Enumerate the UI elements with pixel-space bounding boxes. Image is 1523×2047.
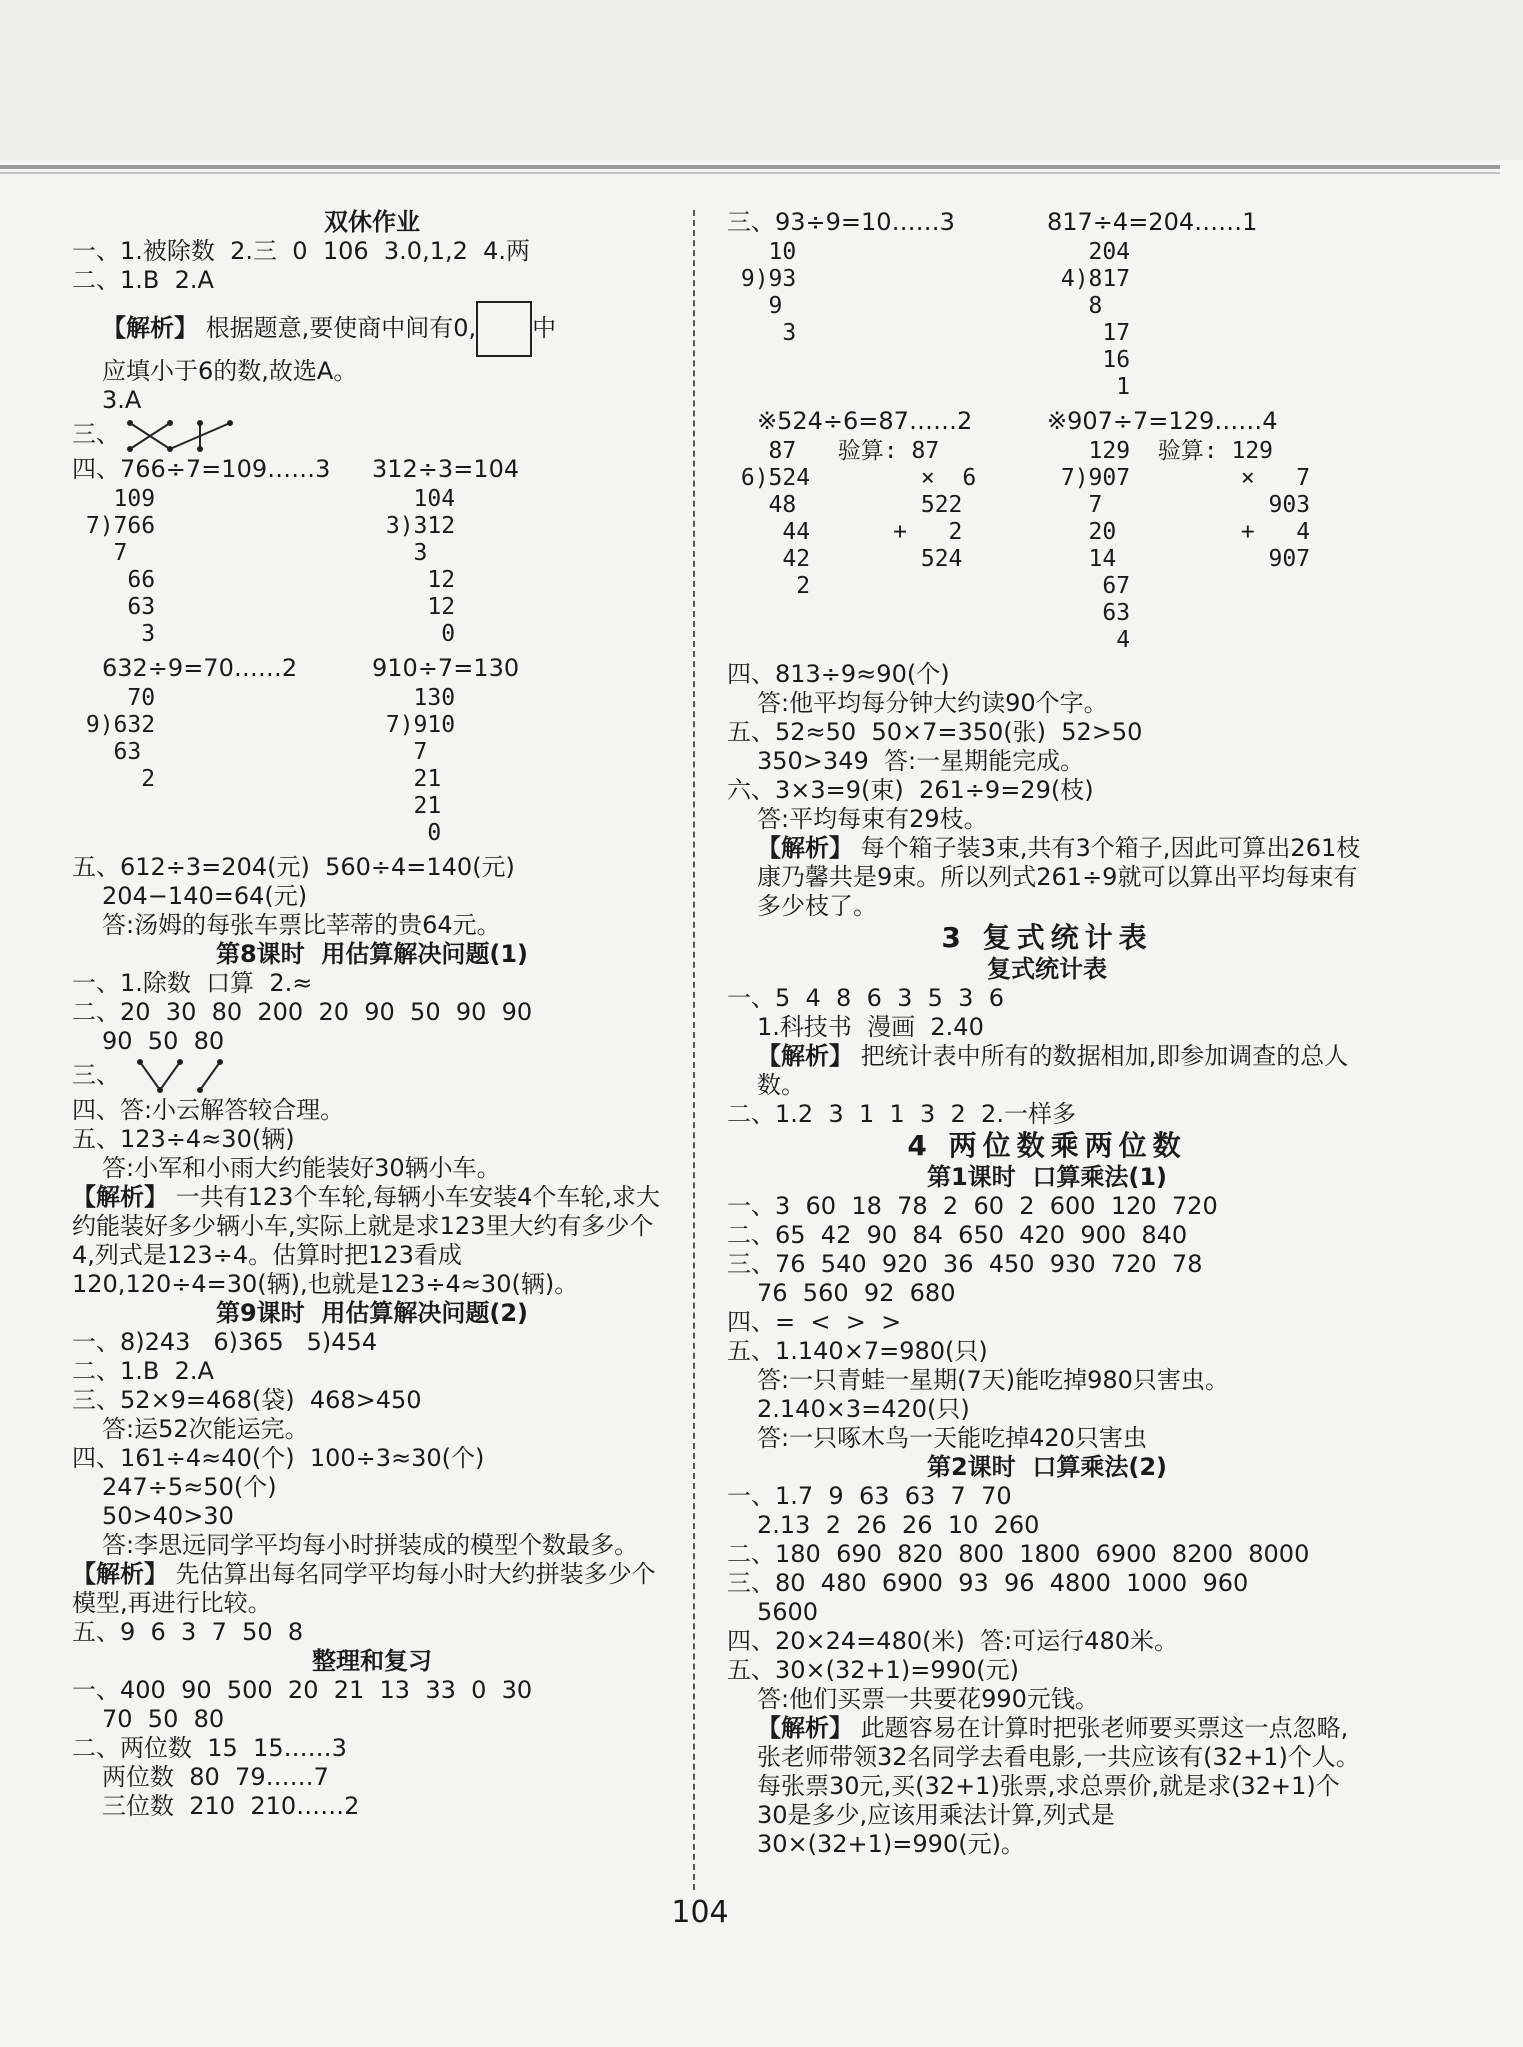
answer-line: 答:运52次能运完。 [102,1415,309,1443]
answer-line: 三、76 540 920 36 450 930 720 78 [727,1250,1203,1278]
answer-line: 答:李思远同学平均每小时拼装成的模型个数最多。 [102,1531,639,1559]
answer-line: 90 50 80 [102,1027,225,1055]
long-division-check: 87 验算: 87 6)524 × 6 48 522 44 + 2 42 524 2 [740,438,977,599]
answer-line: 一、5 4 8 6 3 5 3 6 [727,984,1004,1012]
answer-line: 2.13 2 26 26 10 260 [757,1511,1040,1539]
answer-line: 二、1.B 2.A [72,266,214,294]
answer-label: 三、 [72,1061,120,1089]
long-division: 104 3)312 3 12 12 0 [385,486,456,647]
lesson-heading: 第1课时 口算乘法(1) [926,1163,1168,1191]
section-heading: 整理和复习 [312,1647,432,1675]
answer-line: 二、20 30 80 200 20 90 50 90 90 [72,998,533,1026]
analysis-line: 应填小于6的数,故选A。 [102,357,358,385]
left-column [72,208,672,1821]
answer-line: 二、1.B 2.A [72,1357,214,1385]
answer-line: 答:小军和小雨大约能装好30辆小车。 [102,1154,501,1182]
column-divider [693,210,695,1890]
header-rule-thin [0,172,1500,174]
answer-line: 四、766÷7=109……3 [72,455,331,483]
unit-heading: 4 两位数乘两位数 [907,1129,1187,1162]
answer-line: ※524÷6=87……2 [757,407,973,435]
section-heading: 复式统计表 [987,955,1107,983]
answer-line: 三、93÷9=10……3 [727,208,955,236]
answer-line: 50>40>30 [102,1502,234,1530]
matching-lines-diagram [120,1056,240,1096]
answer-line: 76 560 92 680 [757,1279,956,1307]
answer-line: 一、400 90 500 20 21 13 33 0 30 [72,1676,533,1704]
analysis-text: 根据题意,要使商中间有0, [205,314,477,342]
analysis-text: 每个箱子装3束,共有3个箱子,因此可算出261枝康乃馨共是9束。所以列式261÷9就可以算出平均每束有多少枝了。 [757,834,1361,920]
answer-line: 五、1.140×7=980(只) [727,1337,988,1365]
analysis-tag: 【解析】 [757,1042,853,1070]
long-division-check: 129 验算: 129 7)907 × 7 7 903 20 + 4 14 907 67 63 4 [1060,438,1311,653]
analysis-tag: 【解析】 [102,314,198,342]
analysis-text: 此题容易在计算时把张老师要买票这一点忽略,张老师带领32名同学去看电影,一共应该有(32+1)个人。每张票30元,买(32+1)张票,求总票价,就是求(32+1)个30是多少,应该用乘法计算,列式是30×(32+1)=990(元)。 [757,1714,1360,1858]
answer-line: 一、1.被除数 2.三 0 106 3.0,1,2 4.两 [72,237,531,265]
answer-line: 六、3×3=9(束) 261÷9=29(枝) [727,776,1094,804]
answer-line: 四、答:小云解答较合理。 [72,1096,345,1124]
long-division: 70 9)632 63 2 [85,685,156,792]
answer-line: 247÷5≈50(个) [102,1473,277,1501]
answer-line: 二、65 42 90 84 650 420 900 840 [727,1221,1188,1249]
answer-line: 350>349 答:一星期能完成。 [757,747,1085,775]
matching-line [72,415,672,455]
answer-line: 二、1.2 3 1 1 3 2 2.一样多 [727,1100,1076,1128]
answer-line: 632÷9=70……2 [102,654,298,682]
answer-line: 1.科技书 漫画 2.40 [757,1013,984,1041]
answer-label: 三、 [72,420,120,448]
answer-line: 答:汤姆的每张车票比莘蒂的贵64元。 [102,911,501,939]
answer-line: 答:他平均每分钟大约读90个字。 [757,689,1108,717]
answer-line: 五、123÷4≈30(辆) [72,1125,295,1153]
answer-line: 70 50 80 [102,1705,225,1733]
answer-line: 四、= < > > [727,1308,902,1336]
answer-line: ※907÷7=129……4 [1047,407,1278,435]
analysis-tag: 【解析】 [72,1560,168,1588]
analysis-paragraph [72,1560,672,1618]
long-division: 204 4)817 8 17 16 1 [1060,239,1131,400]
answer-line: 312÷3=104 [372,455,520,483]
lesson-heading: 第2课时 口算乘法(2) [926,1453,1168,1481]
answer-line: 答:一只啄木鸟一天能吃掉420只害虫 [757,1424,1147,1452]
answer-line: 三、52×9=468(袋) 468>450 [72,1386,422,1414]
answer-line: 四、20×24=480(米) 答:可运行480米。 [727,1627,1178,1655]
right-column [727,208,1367,1859]
long-division: 10 9)93 9 3 [740,239,797,346]
page-number: 104 [671,1895,729,1930]
answer-line: 五、612÷3=204(元) 560÷4=140(元) [72,853,515,881]
answer-line: 一、1.7 9 63 63 7 70 [727,1482,1012,1510]
page-top-band [0,0,1523,160]
unit-heading: 3 复式统计表 [941,921,1153,954]
analysis-tag: 【解析】 [72,1183,168,1211]
answer-line: 五、9 6 3 7 50 8 [72,1618,304,1646]
answer-line: 答:一只青蛙一星期(7天)能吃掉980只害虫。 [757,1366,1229,1394]
answer-line: 四、161÷4≈40(个) 100÷3≈30(个) [72,1444,485,1472]
answer-line: 四、813÷9≈90(个) [727,660,950,688]
matching-line [72,1056,672,1096]
long-division: 109 7)766 7 66 63 3 [85,486,156,647]
answer-line: 三位数 210 210……2 [102,1792,360,1820]
answer-line: 二、180 690 820 800 1800 6900 8200 8000 [727,1540,1310,1568]
analysis-text: 把统计表中所有的数据相加,即参加调查的总人数。 [757,1042,1349,1099]
answer-line: 二、两位数 15 15……3 [72,1734,347,1762]
answer-line: 910÷7=130 [372,654,520,682]
answer-line: 两位数 80 79……7 [102,1763,329,1791]
answer-line: 五、30×(32+1)=990(元) [727,1656,1019,1684]
analysis-text: 中 [532,314,557,342]
answer-line: 204−140=64(元) [102,882,308,910]
section-heading: 双休作业 [324,208,420,236]
analysis-line [72,301,672,357]
header-rule [0,165,1500,169]
analysis-text: 一共有123个车轮,每辆小车安装4个车轮,求大约能装好多少辆小车,实际上就是求123里大约有多少个4,列式是123÷4。估算时把123看成120,120÷4=30(辆),也就是123÷4≈30(辆)。 [72,1183,660,1298]
lesson-heading: 第8课时 用估算解决问题(1) [215,940,529,968]
analysis-paragraph [727,1042,1367,1100]
analysis-paragraph [72,1183,672,1299]
analysis-tag: 【解析】 [757,1714,853,1742]
answer-line: 答:平均每束有29枝。 [757,805,988,833]
lesson-heading: 第9课时 用估算解决问题(2) [215,1299,529,1327]
answer-line: 817÷4=204……1 [1047,208,1258,236]
answer-line: 3.A [102,386,142,414]
answer-line: 2.140×3=420(只) [757,1395,970,1423]
answer-line: 一、8)243 6)365 5)454 [72,1328,378,1356]
analysis-paragraph [727,1714,1367,1859]
blank-box [476,301,532,357]
answer-line: 5600 [757,1598,819,1626]
answer-line: 答:他们买票一共要花990元钱。 [757,1685,1099,1713]
analysis-tag: 【解析】 [757,834,853,862]
answer-line: 一、1.除数 口算 2.≈ [72,969,313,997]
analysis-paragraph [727,834,1367,921]
answer-line: 五、52≈50 50×7=350(张) 52>50 [727,718,1143,746]
long-division: 130 7)910 7 21 21 0 [385,685,456,846]
answer-line: 一、3 60 18 78 2 60 2 600 120 720 [727,1192,1218,1220]
answer-line: 三、80 480 6900 93 96 4800 1000 960 [727,1569,1249,1597]
analysis-text: 先估算出每名同学平均每小时大约拼装多少个模型,再进行比较。 [72,1560,656,1617]
matching-lines-diagram [120,415,240,455]
